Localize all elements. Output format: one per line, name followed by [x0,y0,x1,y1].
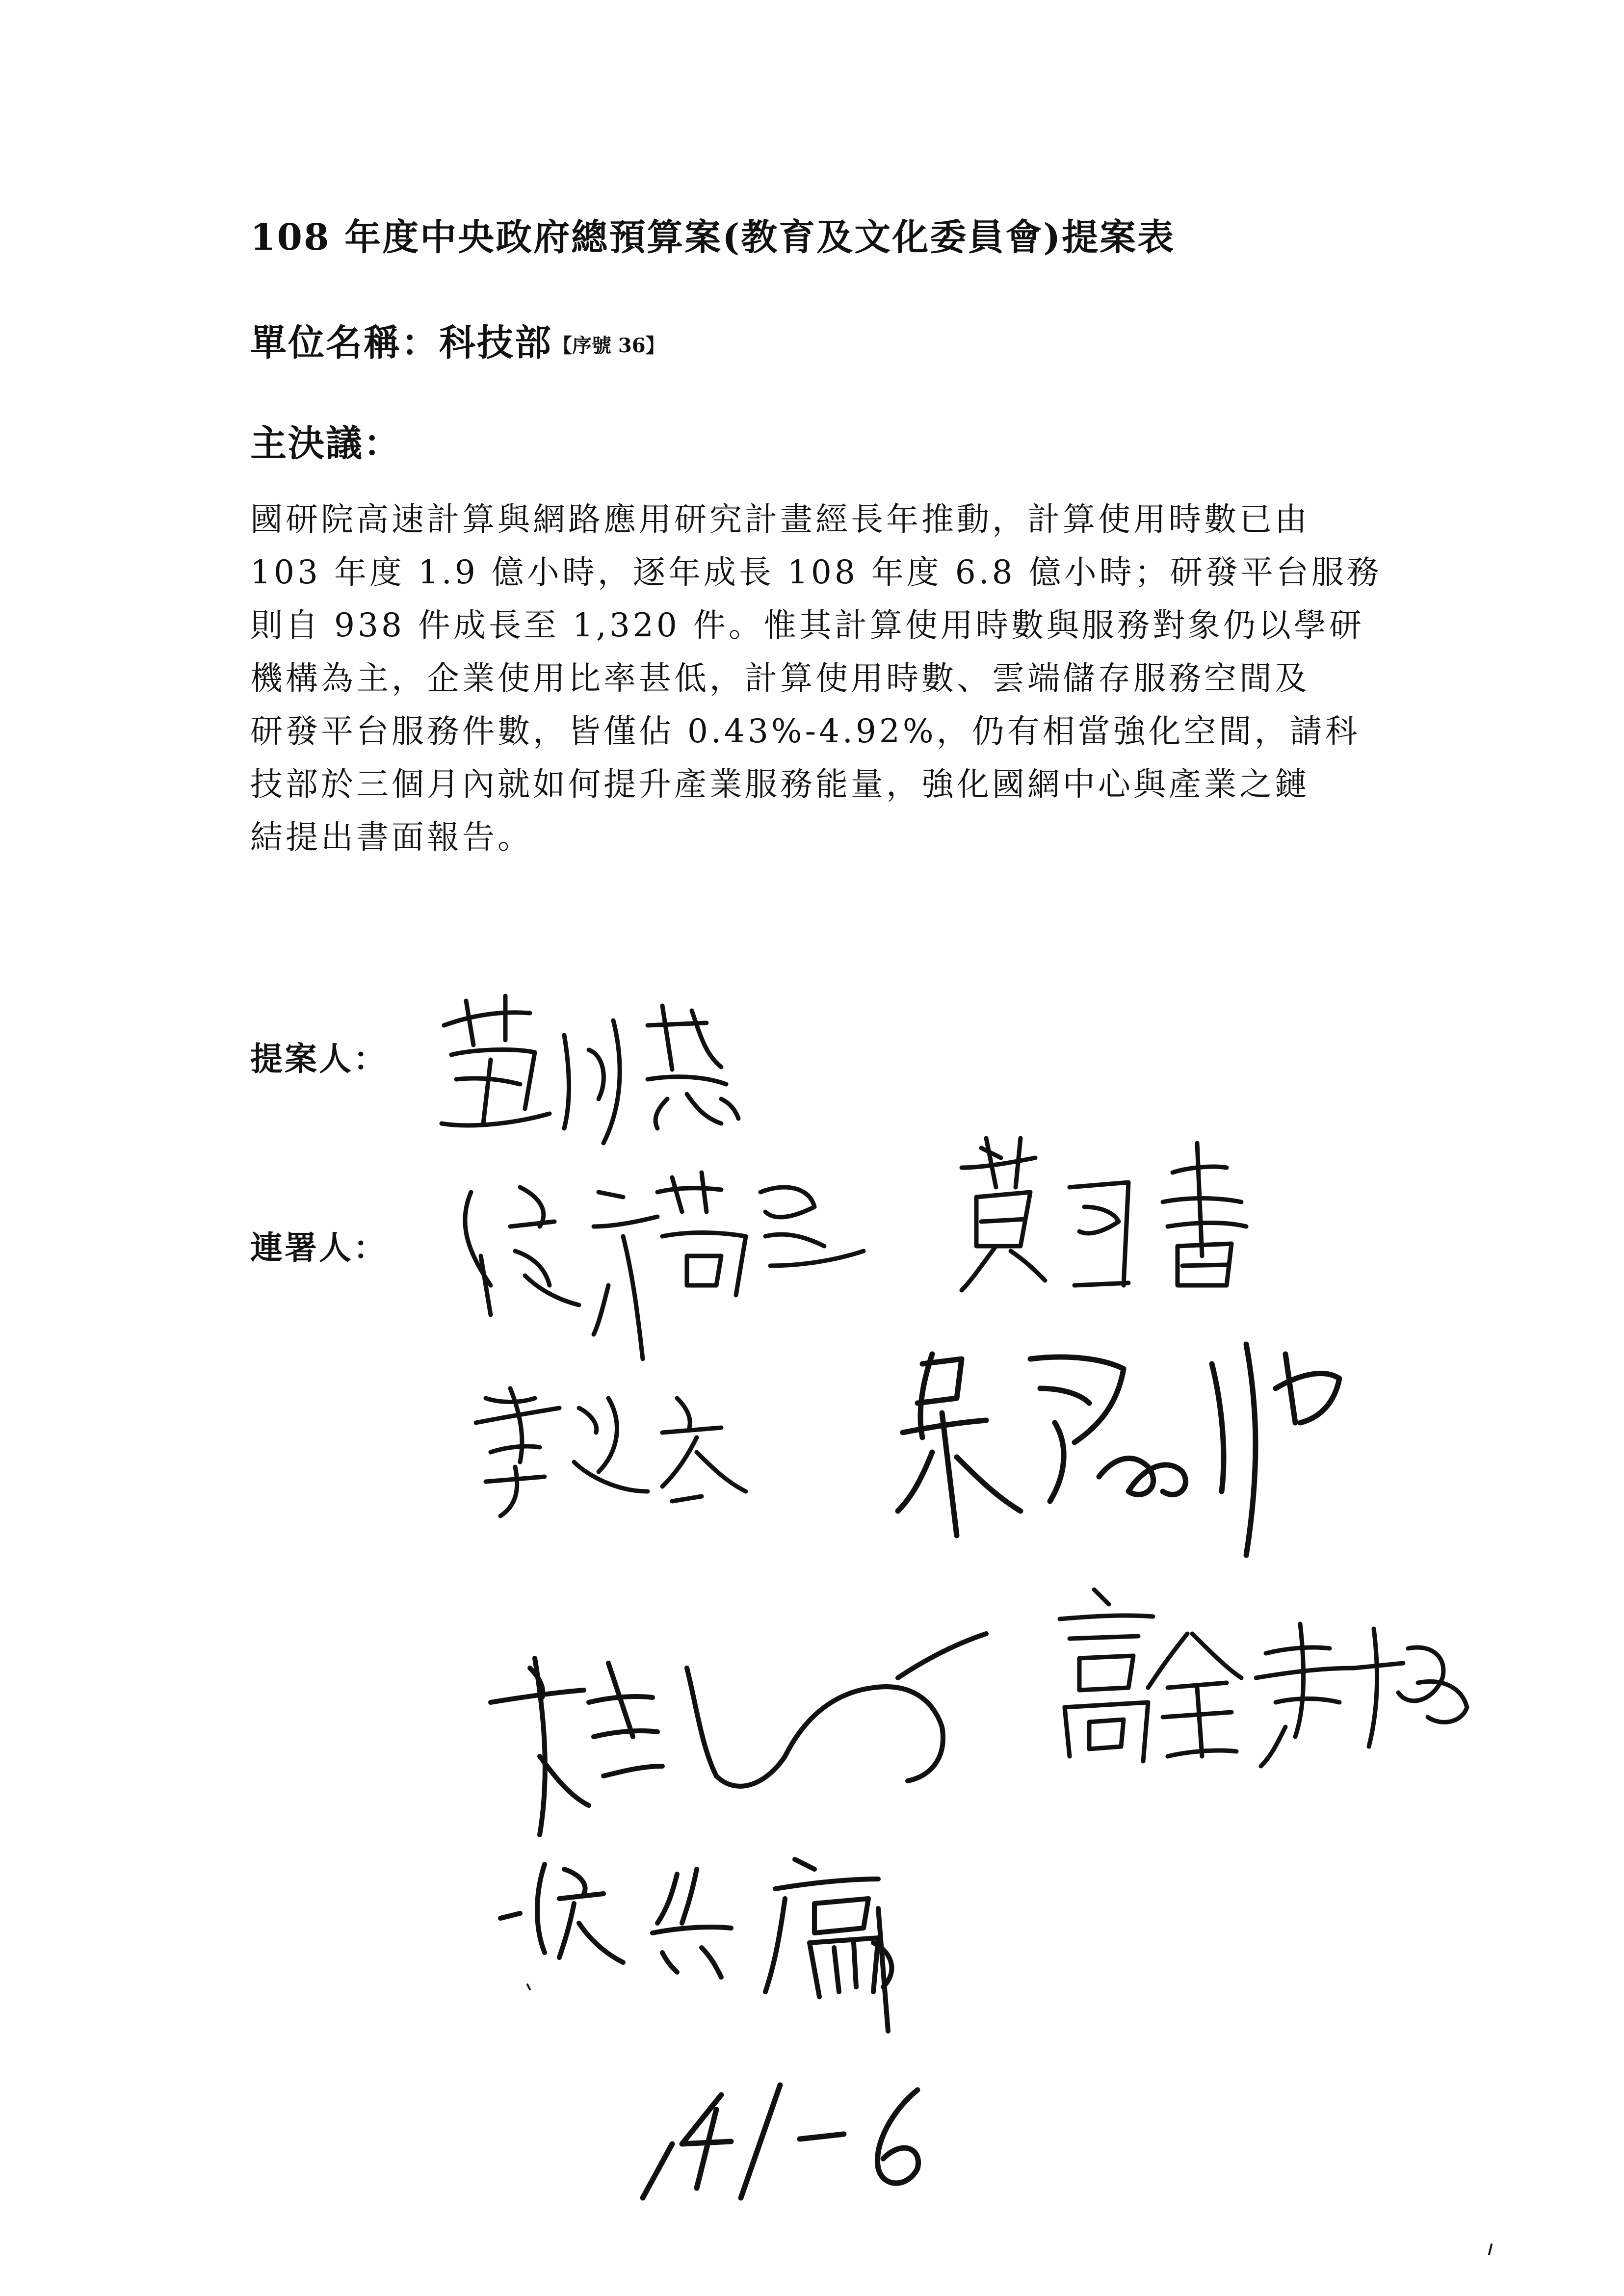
unit-name: 單位名稱：科技部 [250,322,552,364]
body-line: 則自 938 件成長至 1,320 件。惟其計算使用時數與服務對象仍以學研 [250,606,1364,644]
cosigner-signature-6 [1060,1590,1467,1766]
cosigner-signature-1 [465,1173,864,1359]
cosigner-signature-4 [898,1344,1339,1555]
body-line: 技部於三個月內就如何提升產業服務能量，強化國網中心與產業之鏈 [250,765,1310,803]
proposer-signature [442,996,738,1143]
stray-marks [527,1984,1492,2254]
body-line: 機構為主，企業使用比率甚低，計算使用時數、雲端儲存服務空間及 [250,659,1310,697]
unit-name-line [250,314,665,366]
cosigner-label: 連署人： [250,1228,388,1267]
cosigner-signature-7 [500,1859,891,2031]
body-line: 結提出書面報告。 [250,818,533,856]
cosigner-signature-3 [476,1388,746,1516]
main-resolution-label: 主決議： [250,422,401,465]
resolution-body [250,493,1388,864]
cosigner-signature-2 [962,1138,1246,1290]
document-title: 108 年度中央政府總預算案(教育及文化委員會)提案表 [250,216,1176,259]
cosigner-signature-5 [491,1634,986,1835]
body-line: 研發平台服務件數，皆僅佔 0.43%-4.92%，仍有相當強化空間，請科 [250,712,1361,750]
body-line: 國研院高速計算與網路應用研究計畫經長年推動，計算使用時數已由 [250,500,1310,538]
body-line: 103 年度 1.9 億小時，逐年成長 108 年度 6.8 億小時；研發平台服務 [250,553,1382,591]
serial-number: 【序號 36】 [552,334,665,357]
handwritten-page-number [643,2085,918,2198]
proposer-label: 提案人： [250,1040,388,1078]
